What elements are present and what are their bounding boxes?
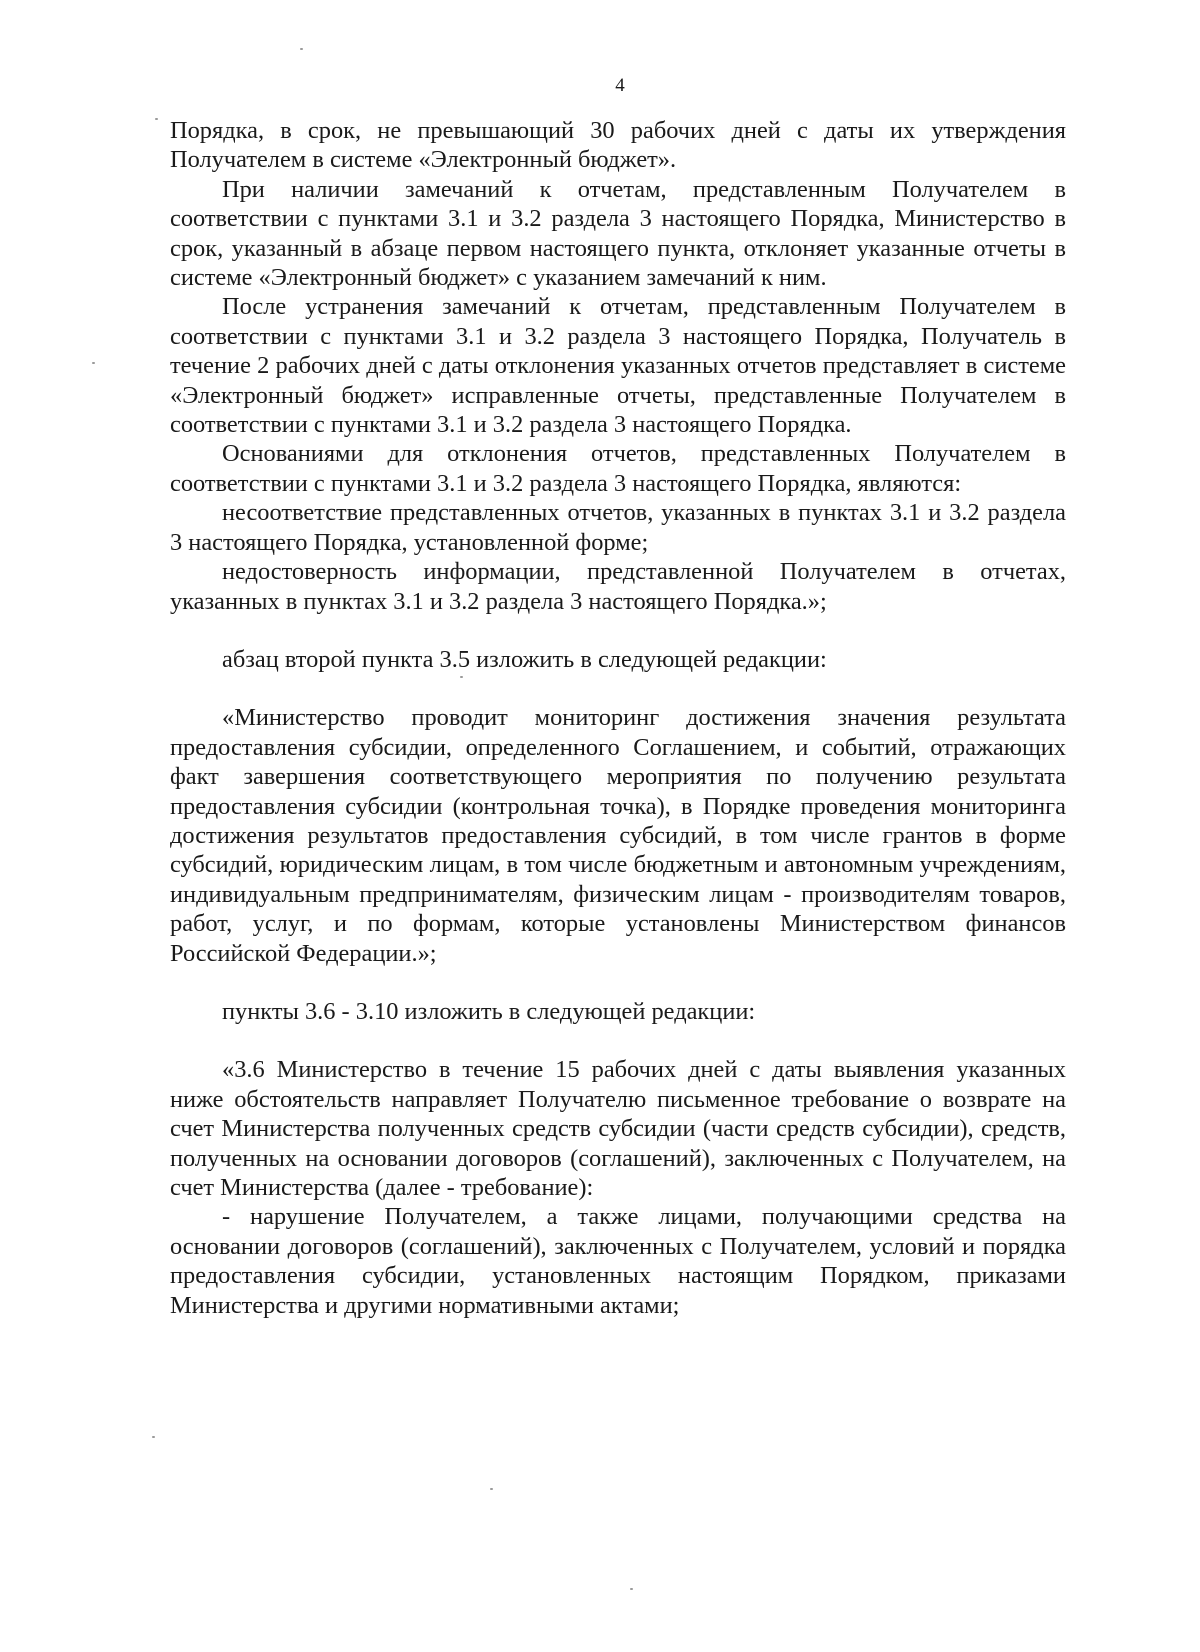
scan-speck xyxy=(92,362,95,364)
paragraph-monitoring: «Министерство проводит мониторинг достижения значения результата предоставления субсидии, определенного Соглашением, и событий, отражающих факт завершения соответствующего мероприятия по получению результата предоставления субсидии (контрольная точка), в Порядке проведения мониторинга достижения результатов предоставления субсидий, в том числе грантов в форме субсидий, юридическим лицам, в том числе бюджетным и автономным учреждениям, индивидуальным предпринимателям, физическим лицам - производителям товаров, работ, услуг, и по формам, которые установлены Министерством финансов Российской Федерации.»; xyxy=(170,704,1066,967)
document-body xyxy=(170,116,1066,1320)
paragraph-corrections: После устранения замечаний к отчетам, представленным Получателем в соответствии с пунктами 3.1 и 3.2 раздела 3 настоящего Порядка, Получатель в течение 2 рабочих дней с даты отклонения указанных отчетов представляет в системе «Электронный бюджет» исправленные отчеты, представленные Получателем в соответствии с пунктами 3.1 и 3.2 раздела 3 настоящего Порядка. xyxy=(170,293,1066,439)
paragraph-grounds: Основаниями для отклонения отчетов, представленных Получателем в соответствии с пунктами 3.1 и 3.2 раздела 3 настоящего Порядка, являются: xyxy=(170,440,1066,497)
scan-speck xyxy=(152,1436,155,1438)
scan-speck xyxy=(460,676,463,678)
paragraph-3-6: «3.6 Министерство в течение 15 рабочих дней с даты выявления указанных ниже обстоятельств направляет Получателю письменное требование о возврате на счет Министерства полученных средств субсидии (части средств субсидии), средств, полученных на основании договоров (соглашений), заключенных с Получателем, на счет Министерства (далее - требование): xyxy=(170,1056,1066,1201)
page-number: 4 xyxy=(615,75,625,96)
scan-speck xyxy=(300,48,303,50)
paragraph-ground-form: несоответствие представленных отчетов, указанных в пунктах 3.1 и 3.2 раздела 3 настоящего Порядка, установленной форме; xyxy=(170,499,1066,556)
paragraph-amendment-3-6-3-10: пункты 3.6 - 3.10 изложить в следующей редакции: xyxy=(222,997,756,1025)
paragraph-violation: - нарушение Получателем, а также лицами, получающими средства на основании договоров (соглашений), заключенных с Получателем, условий и порядка предоставления субсидии, установленных настоящим Порядком, приказами Министерства и другими нормативными актами; xyxy=(170,1203,1066,1319)
scan-speck xyxy=(490,1488,493,1490)
scan-speck xyxy=(155,118,158,120)
paragraph-remarks: При наличии замечаний к отчетам, представленным Получателем в соответствии с пунктами 3.1 и 3.2 раздела 3 настоящего Порядка, Министерство в срок, указанный в абзаце первом настоящего пункта, отклоняет указанные отчеты в системе «Электронный бюджет» с указанием замечаний к ним. xyxy=(170,175,1066,292)
scan-speck xyxy=(630,1588,633,1590)
paragraph-continuation: Порядка, в срок, не превышающий 30 рабочих дней с даты их утверждения Получателем в системе «Электронный бюджет». xyxy=(170,117,1066,174)
paragraph-ground-accuracy: недостоверность информации, представленной Получателем в отчетах, указанных в пунктах 3.1 и 3.2 раздела 3 настоящего Порядка.»; xyxy=(170,558,1066,615)
paragraph-amendment-3-5: абзац второй пункта 3.5 изложить в следующей редакции: xyxy=(222,645,827,673)
